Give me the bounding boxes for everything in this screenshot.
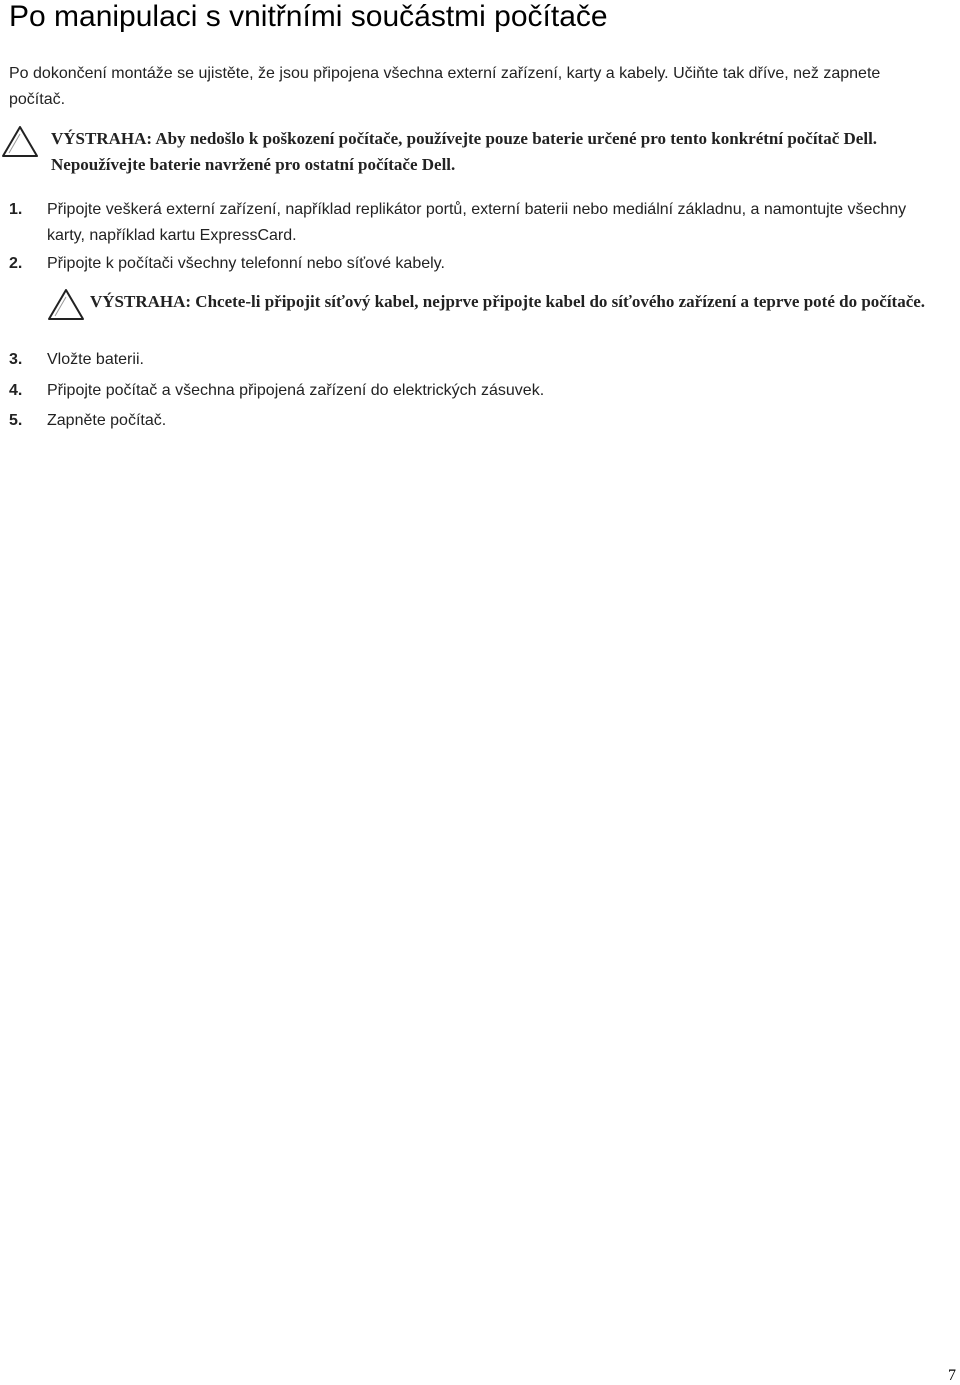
- list-item: [9, 378, 944, 404]
- step-number: 5.: [9, 412, 23, 429]
- step-text: Připojte k počítači všechny telefonní nebo síťové kabely.: [47, 255, 445, 272]
- intro-paragraph: Po dokončení montáže se ujistěte, že jsou připojena všechna externí zařízení, karty a kabely. Učiňte tak dříve, než zapnete počítač.: [9, 65, 881, 108]
- page-title: Po manipulaci s vnitřními součástmi počítače: [9, 0, 608, 33]
- step-text: Připojte veškerá externí zařízení, například replikátor portů, externí baterii nebo mediální základnu, a namontujte všechny karty, například kartu ExpressCard.: [47, 201, 907, 244]
- warning-triangle-icon: [1, 125, 39, 158]
- step-number: 2.: [9, 255, 23, 272]
- list-item: [9, 408, 944, 434]
- list-item: [9, 197, 944, 249]
- warning-main-text: VÝSTRAHA: Aby nedošlo k poškození počítače, používejte pouze baterie určené pro tento konkrétní počítač Dell. Nepoužívejte baterie navržené pro ostatní počítače Dell.: [51, 129, 878, 174]
- warning-network-text: VÝSTRAHA: Chcete-li připojit síťový kabel, nejprve připojte kabel do síťového zařízení a teprve poté do počítače.: [90, 292, 926, 311]
- step-number: 4.: [9, 382, 23, 399]
- warning-triangle-icon: [47, 288, 85, 321]
- page-number: 7: [948, 1367, 956, 1384]
- list-item: [9, 347, 944, 373]
- step-text: Vložte baterii.: [47, 351, 144, 368]
- step-number: 3.: [9, 351, 23, 368]
- step-number: 1.: [9, 201, 23, 218]
- step-text: Zapněte počítač.: [47, 412, 167, 429]
- step-text: Připojte počítač a všechna připojená zařízení do elektrických zásuvek.: [47, 382, 545, 399]
- list-item: [9, 251, 944, 277]
